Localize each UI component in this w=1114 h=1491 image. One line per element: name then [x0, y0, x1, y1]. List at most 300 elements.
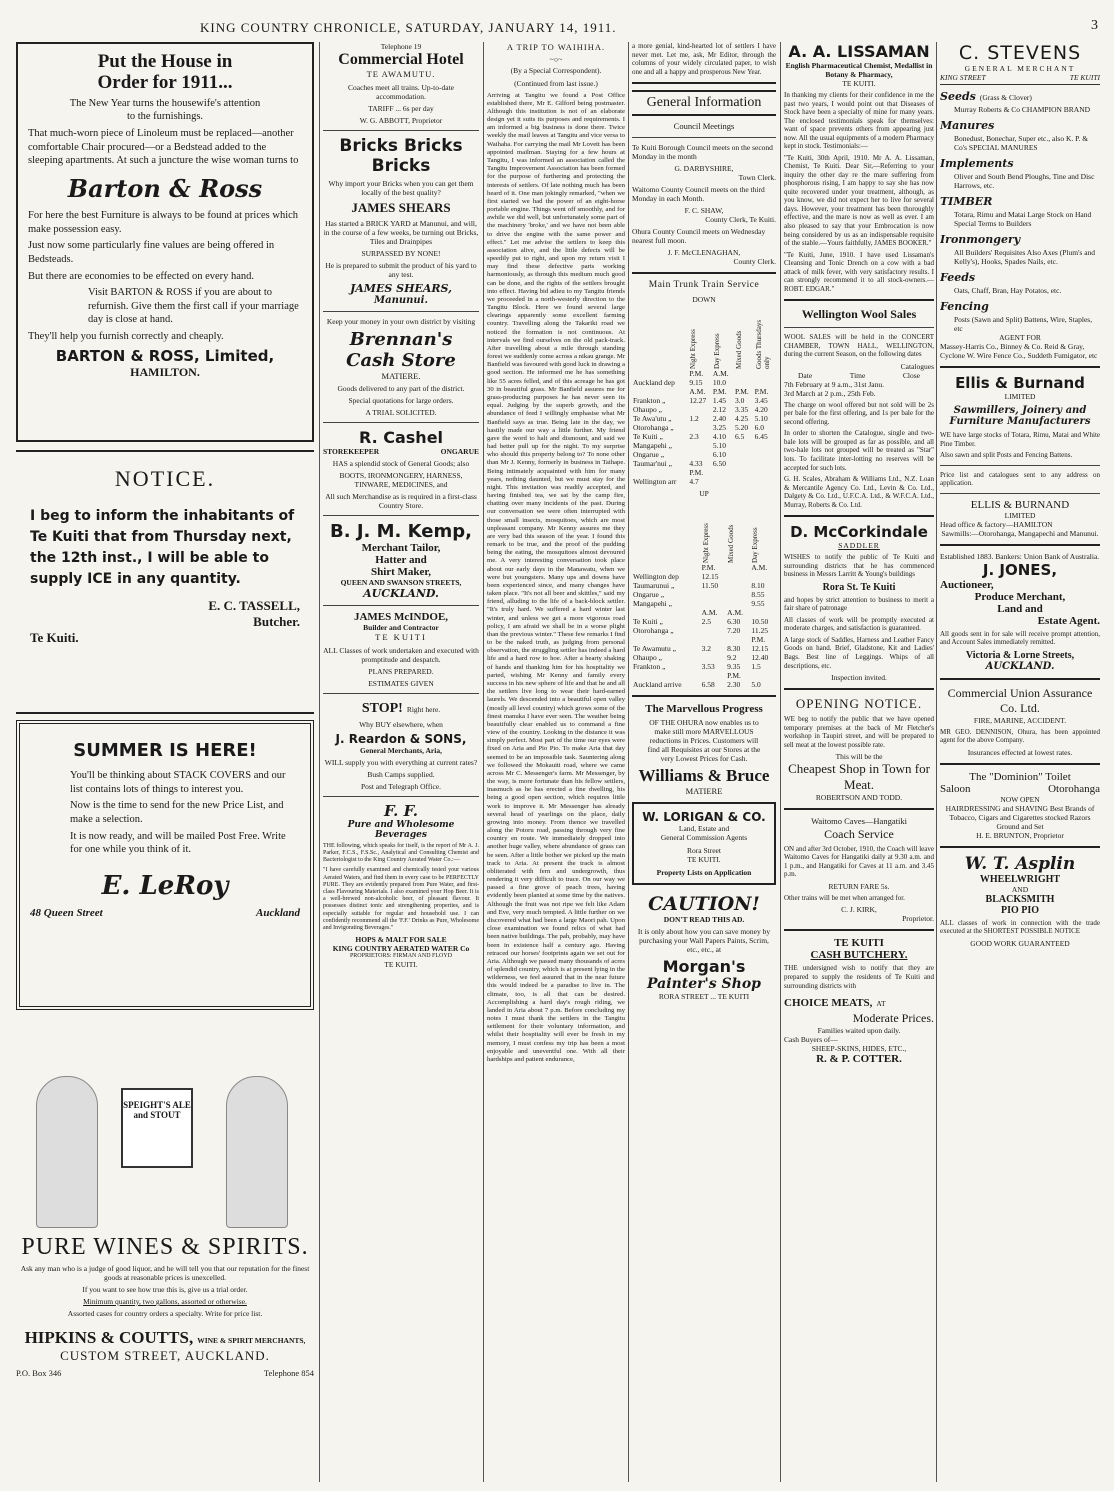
table-cell: Auckland dep — [633, 377, 675, 387]
stevens-town: TE KUITI — [1069, 73, 1100, 82]
jones-line: Estate Agent. — [1037, 614, 1100, 627]
table-row — [632, 387, 776, 396]
table-cell: 2.12 — [712, 404, 726, 414]
cashel-text: HAS a splendid stock of General Goods; also — [332, 459, 470, 469]
reardon-text: Bush Camps supplied. — [367, 769, 435, 779]
table-cell: 5.10 — [754, 413, 768, 423]
wool-text: The charge on wool offered but not sold will be 2s per bale for the first offering, and 1s per bale for the second offering. — [784, 400, 934, 426]
notice-text: I beg to inform the inhabitants of Te Kuiti that from Thursday next, the 12th inst., I will be able to supply ICE in any quantity. — [30, 508, 295, 587]
table-cell: A.M. — [701, 607, 718, 617]
jones-line: Auctioneer, — [940, 578, 994, 591]
table-cell — [701, 626, 727, 635]
lorigan-line: General Commission Agents — [660, 833, 748, 843]
jones-address: Victoria & Lorne Streets, — [965, 649, 1075, 661]
table-cell: 1.45 — [712, 395, 726, 405]
caution-subtitle: DON'T READ THIS AD. — [663, 915, 745, 925]
table-cell: Taumarunui „ — [633, 580, 675, 590]
saloon-signature: H. E. BRUNTON, Proprietor — [976, 830, 1064, 840]
timetable-up: UP — [699, 488, 709, 498]
butchery-line: TE KUITI — [834, 937, 884, 950]
table-cell — [632, 635, 701, 644]
table-cell — [726, 563, 750, 572]
table-cell: 8.30 — [727, 643, 741, 653]
council-clerk: G. DARBYSHIRE, — [674, 163, 734, 173]
ellis-subtitle: Sawmillers, Joinery and Furniture Manufacturers — [949, 405, 1091, 427]
illustration — [16, 1018, 314, 1228]
article-continued: (Continued from last issue.) — [514, 78, 598, 88]
hotel-tariff: TARIFF ... 6s per day — [368, 103, 434, 113]
table-cell: P.M. — [689, 368, 704, 378]
table-cell: 9.35 — [727, 661, 741, 671]
table-cell — [754, 450, 776, 459]
table-header: Mixed Goods — [727, 524, 736, 563]
reardon-stop: STOP! — [361, 700, 403, 716]
asplin-line: BLACKSMITH — [985, 893, 1055, 905]
table-cell — [688, 450, 711, 459]
ad-street: 48 Queen Street — [30, 906, 103, 919]
saloon-line: The "Dominion" Toilet — [969, 770, 1071, 783]
table-cell: 9.55 — [751, 598, 765, 608]
brennan-text: Special quotations for large orders. — [348, 396, 454, 406]
table-cell: 6.45 — [754, 431, 768, 441]
ellis-text: Sawmills:—Otorohanga, Mangapechi and Manunui. — [941, 528, 1099, 538]
cu-line: FIRE, MARINE, ACCIDENT. — [973, 715, 1067, 725]
table-cell: P.M. — [751, 634, 766, 644]
coach-signature: C. J. KIRK, — [841, 905, 877, 915]
mcc-text: and hopes by strict attention to business to merit a fair share of patronage — [784, 595, 934, 613]
mcindoe-text: PLANS PREPARED. — [368, 666, 434, 676]
reardon-right: Right here. — [406, 704, 441, 714]
brennan-text: A TRIAL SOLICITED. — [365, 408, 437, 418]
lissaman-line: TE KUITI. — [842, 79, 876, 88]
table-row — [632, 581, 776, 590]
opening-signature: ROBERTSON AND TODD. — [815, 793, 903, 803]
table-cell: 8.10 — [751, 580, 765, 590]
cashel-text: All such Merchandise as is required in a first-class Country Store. — [325, 492, 477, 511]
table-row — [632, 617, 776, 626]
butchery-text: Cash Buyers of— — [784, 1035, 838, 1045]
table-cell — [754, 378, 776, 387]
ad-brand: E. LeRoy — [101, 870, 229, 901]
mcc-trade: SADDLER — [838, 541, 880, 551]
aerated-company: KING COUNTRY AERATED WATER Co — [332, 944, 470, 954]
table-row — [632, 432, 776, 441]
table-cell: 2.3 — [689, 431, 699, 441]
wool-row: 3rd March at 2 p.m., 25th Feb. — [784, 388, 876, 398]
table-cell: Otorohanga „ — [633, 422, 674, 432]
wool-title: Wellington Wool Sales — [801, 307, 917, 322]
ad-text: They'll help you furnish correctly and cheaply. — [28, 331, 224, 343]
butchery-at: AT — [876, 999, 886, 1009]
butchery-line: CASH BUTCHERY. — [810, 949, 908, 962]
table-cell: 6.30 — [727, 616, 741, 626]
table-cell — [734, 378, 754, 387]
table-row — [632, 369, 776, 378]
opening-text: This will be the — [835, 752, 883, 762]
stevens-section — [940, 87, 1100, 114]
column-1 — [16, 42, 314, 1482]
section-tag: (Grass & Clover) — [979, 93, 1032, 102]
column-6 — [940, 42, 1100, 1482]
brennan-name: Brennan's Cash Store — [346, 328, 456, 371]
ad-headline: Order for 1911... — [97, 71, 233, 93]
ad-box: P.O. Box 346 — [16, 1368, 62, 1378]
aerated-text: HOPS & MALT FOR SALE — [355, 935, 447, 945]
tassell-notice — [16, 466, 314, 706]
asplin-name: W. T. Asplin — [964, 853, 1076, 874]
bricks-town: Manunui. — [374, 294, 428, 306]
table-cell: 6.0 — [754, 422, 764, 432]
table-cell: 5.20 — [734, 422, 749, 432]
wb-town: MATIERE — [685, 785, 723, 796]
table-cell: 3.35 — [734, 404, 749, 414]
table-cell: Otorohanga „ — [633, 625, 674, 635]
hotel-text: Coaches meet all trains. Up-to-date accommodation. — [347, 82, 454, 101]
table-row — [632, 635, 776, 644]
table-cell — [750, 572, 776, 581]
section-heading: TIMBER — [940, 195, 993, 208]
table-row — [632, 423, 776, 432]
table-cell: P.M. — [734, 386, 749, 396]
ellis-text: WE have large stocks of Totara, Rimu, Matai and White Pine Timber. — [940, 431, 1100, 448]
table-header: Night Express — [701, 522, 710, 563]
stevens-section — [940, 116, 1100, 152]
coach-fare: RETURN FARE 5s. — [828, 881, 890, 891]
table-cell — [750, 671, 776, 680]
brennan-text: Goods delivered to any part of the district. — [337, 384, 465, 394]
hotel-telephone: Telephone 19 — [380, 42, 422, 51]
table-cell — [726, 599, 750, 608]
stevens-section — [940, 154, 1100, 190]
asplin-text: GOOD WORK GUARANTEED — [970, 938, 1070, 948]
table-cell: 4.20 — [754, 404, 768, 414]
table-cell — [688, 405, 711, 414]
ad-company: HIPKINS & COUTTS, — [24, 1328, 194, 1347]
kemp-line: Shirt Maker, — [370, 566, 432, 579]
notice-place: Te Kuiti. — [30, 630, 79, 645]
ellis-name: ELLIS & BURNAND — [970, 498, 1070, 511]
table-cell: 7.20 — [727, 625, 741, 635]
section-heading: Feeds — [940, 271, 976, 284]
table-cell: Te Awa'utu „ — [633, 413, 672, 423]
stevens-agent: AGENT FOR — [999, 333, 1041, 342]
table-cell: 8.55 — [751, 589, 765, 599]
kemp-city: AUCKLAND. — [363, 587, 439, 601]
timetable-title: Main Trunk Train Service — [648, 279, 760, 290]
table-header: Day Express — [712, 333, 721, 369]
table-cell — [688, 423, 711, 432]
table-row — [632, 572, 776, 581]
table-cell — [632, 369, 688, 378]
ad-text: Minimum quantity, two gallons, assorted or otherwise. — [83, 1297, 247, 1306]
table-row — [632, 396, 776, 405]
section-heading: Ironmongery — [940, 233, 1021, 246]
article-title: A TRIP TO WAIHIHA. — [506, 42, 606, 52]
stevens-section — [940, 297, 1100, 333]
ohura-title: The Marvellous Progress — [645, 702, 763, 715]
column-4 — [632, 42, 776, 1482]
table-cell: A.M. — [727, 607, 744, 617]
table-cell: 6.5 — [734, 431, 745, 441]
council-text: Te Kuiti Borough Council meets on the second Monday in the month — [632, 142, 773, 161]
table-cell: 3.25 — [712, 422, 726, 432]
cashel-text: BOOTS, IRONMONGERY, HARNESS, TINWARE, MEDICINES, and — [339, 471, 463, 490]
table-cell: Taumar'nui „ — [633, 458, 672, 468]
table-cell: 11.50 — [701, 580, 719, 590]
table-cell — [701, 653, 727, 662]
man-figure — [36, 1076, 98, 1228]
butchery-headline: CHOICE MEATS, — [784, 997, 873, 1010]
council-meetings-title: Council Meetings — [673, 121, 735, 132]
morgan-shop: Painter's Shop — [647, 976, 761, 993]
table-row — [632, 477, 776, 486]
cu-text: MR GEO. DENNISON, Ohura, has been appointed agent for the above Company. — [940, 727, 1100, 745]
butchery-headline: Moderate Prices. — [852, 1011, 934, 1026]
ad-city: Auckland — [255, 906, 300, 919]
ad-text: Visit BARTON & ROSS if you are about to refurnish. Give them the first call if your marriage day is close at hand. — [88, 287, 299, 326]
table-cell: Mangapehi „ — [633, 598, 672, 608]
table-cell: 5.0 — [751, 679, 761, 689]
hotel-proprietor: W. G. ABBOTT, Proprietor — [359, 115, 443, 125]
table-cell: 12.15 — [751, 643, 769, 653]
mcindoe-town: TE KUITI — [375, 632, 427, 643]
masthead-title: KING COUNTRY CHRONICLE, SATURDAY, JANUARY 14, 1911. — [200, 20, 617, 35]
table-cell — [712, 468, 734, 477]
jones-city: AUCKLAND. — [985, 660, 1055, 672]
down-table — [632, 307, 776, 486]
table-row — [632, 680, 776, 689]
section-body: Oats, Chaff, Bran, Hay Potatos, etc. — [954, 286, 1062, 295]
column-rule — [483, 42, 484, 1482]
table-row — [632, 653, 776, 662]
council-clerk: J. F. McCLENAGHAN, — [667, 247, 741, 257]
butchery-signature: R. & P. COTTER. — [816, 1053, 902, 1066]
table-cell — [734, 459, 754, 468]
lorigan-name: W. LORIGAN & CO. — [642, 810, 766, 825]
coach-line: Coach Service — [824, 826, 894, 841]
wool-catalogues: Catalogues — [900, 361, 934, 371]
ad-headline: Put the House in — [97, 51, 233, 72]
cu-text: Insurances effected at lowest rates. — [967, 747, 1073, 757]
table-row — [632, 590, 776, 599]
notice-name: E. C. TASSELL, — [208, 598, 300, 613]
cashel-town: ONGARUE — [440, 447, 479, 457]
coach-text: Other trains will be met when arranged for. — [784, 893, 905, 902]
section-heading: Manures — [940, 119, 995, 132]
morgan-name: Morgan's — [662, 957, 746, 977]
jones-name: J. JONES, — [982, 560, 1058, 579]
table-header: Goods Thursdays only — [754, 319, 771, 369]
table-row — [632, 468, 776, 477]
table-cell: Auckland arrive — [633, 679, 682, 689]
saloon-line: Otorohanga — [1048, 782, 1100, 795]
ad-city: HAMILTON. — [130, 364, 200, 379]
table-cell — [754, 468, 776, 477]
aerated-text: THE following, which speaks for itself, is the report of Mr A. J. Parker, F.C.S., F.S.Sc., Analytical and Consulting Chemist and Bacteriologist to the King Country Aerated Water Co.:— — [323, 842, 479, 864]
table-cell: Te Kuiti „ — [633, 431, 663, 441]
cu-name: Commercial Union Assurance Co. Ltd. — [947, 685, 1093, 715]
aerated-proprietors: PROPRIETORS: FIRMAN AND FLOYD — [349, 953, 453, 960]
coach-line: Waitomo Caves—Hangatiki — [811, 816, 907, 827]
table-cell: P.M. — [689, 467, 704, 477]
table-cell: Frankton „ — [633, 661, 666, 671]
section-heading: Fencing — [940, 300, 989, 313]
column-rule — [936, 42, 937, 1482]
table-cell: 11.25 — [751, 625, 768, 635]
butchery-text: Families waited upon daily. — [817, 1026, 901, 1036]
cashel-role: STOREKEEPER — [323, 447, 380, 457]
table-row — [632, 644, 776, 653]
caution-text: It is only about how you can save money by purchasing your Wall Papers Paints, Scrim, etc., etc., at — [637, 927, 771, 955]
table-cell: Te Kuiti „ — [633, 616, 663, 626]
table-cell: P.M. — [727, 670, 741, 680]
table-row — [632, 608, 776, 617]
table-cell: 2.30 — [727, 679, 741, 689]
lissaman-name: A. A. LISSAMAN — [788, 42, 930, 61]
table-row — [632, 599, 776, 608]
council-text: Waitomo County Council meets on the third Monday in each Month. — [632, 184, 765, 203]
table-cell: 6.10 — [712, 449, 726, 459]
bricks-text: SURPASSED BY NONE! — [361, 248, 441, 258]
table-row — [632, 563, 776, 572]
jones-line: Produce Merchant, — [974, 590, 1066, 603]
reardon-role: General Merchants, Aria, — [360, 745, 442, 755]
bricks-name: JAMES SHEARS — [351, 199, 451, 215]
table-row — [632, 459, 776, 468]
hotel-name: Commercial Hotel — [338, 51, 464, 68]
table-cell: A.M. — [712, 368, 729, 378]
column-rule — [319, 42, 320, 1482]
table-row — [632, 450, 776, 459]
notice-title: NOTICE. — [114, 466, 216, 491]
saloon-line: Saloon — [940, 782, 971, 795]
table-cell — [726, 572, 750, 581]
section-heading: Implements — [940, 157, 1014, 170]
table-cell: P.M. — [701, 562, 716, 572]
ad-address: CUSTOM STREET, AUCKLAND. — [60, 1348, 270, 1363]
brennan-town: MATIERE. — [381, 370, 421, 381]
table-row — [632, 378, 776, 387]
bricks-signature: JAMES SHEARS, — [350, 281, 452, 295]
table-header: Mixed Goods — [734, 330, 743, 369]
wool-header: Time — [849, 370, 866, 380]
table-cell — [754, 369, 776, 378]
table-row — [632, 671, 776, 680]
table-cell — [632, 563, 701, 572]
opening-title: OPENING NOTICE. — [795, 696, 923, 712]
table-cell: 6.50 — [712, 458, 726, 468]
asplin-town: PIO PIO — [1000, 904, 1040, 916]
train-timetable — [632, 280, 776, 689]
reardon-name: J. Reardon & SONS, — [335, 731, 467, 746]
ohura-text: OF THE OHURA now enables us to make still more MARVELLOUS reductions in Prices. Customers will find all Requisites at our Stores at the very Lowest Prices for Cash. — [647, 717, 761, 763]
ad-text: But there are economies to be effected on every hand. — [28, 270, 255, 282]
council-text: Ohura County Council meets on Wednesday nearest full moon. — [632, 226, 766, 245]
asplin-text: ALL classes of work in connection with the trade executed at the SHORTEST POSSIBLE NOTICE — [940, 918, 1100, 936]
mcindoe-role: Builder and Contractor — [363, 623, 439, 633]
saloon-text: HAIRDRESSING and SHAVING Best Brands of Tobacco, Cigars and Cigarettes stocked Razors Ground and Set — [945, 803, 1095, 831]
mcc-address: Rora St. Te Kuiti — [822, 581, 896, 593]
table-cell — [701, 599, 727, 608]
aerated-title: F. F. — [384, 801, 418, 820]
table-cell: Te Awamutu „ — [633, 643, 676, 653]
table-cell: 3.53 — [701, 661, 715, 671]
wool-text: WOOL SALES will be held in the CONCERT CHAMBER, TOWN HALL, WELLINGTON, during the current Season, on the following dates — [784, 333, 934, 359]
ad-text: Assorted cases for country orders a specialty. Write for price list. — [67, 1309, 263, 1318]
saloon-text: NOW OPEN — [1000, 794, 1040, 804]
table-cell — [726, 590, 750, 599]
lorigan-line: Property Lists on Application — [656, 868, 752, 878]
lorigan-ad — [632, 802, 776, 885]
leroy-ad — [16, 720, 314, 1010]
wool-row: 7th February at 9 a.m., 31st Janu. — [784, 379, 884, 389]
bricks-title: Bricks Bricks Bricks — [339, 135, 463, 176]
ad-brand: Barton & Ross — [67, 173, 263, 203]
table-cell — [701, 635, 727, 644]
morgan-address: RORA STREET ... TE KUITI — [658, 992, 750, 1002]
table-row — [632, 405, 776, 414]
lissaman-text: "Te Kuiti, June, 1910. I have used Lissaman's Cleansing and Tonic Drench on a cow with a bad attack of milk fever, with very satisfactory results. I can strongly recommend it to all stock-owners.—ROBT. EDGAR." — [784, 250, 934, 293]
table-cell: A.M. — [689, 386, 706, 396]
mcindoe-text: ALL Classes of work undertaken and executed with promptitude and despatch. — [323, 645, 479, 664]
table-cell: P.M. — [754, 386, 769, 396]
jones-line: Land and — [997, 602, 1043, 615]
up-table — [632, 501, 776, 689]
table-cell — [632, 387, 688, 396]
wb-name: Williams & Bruce — [638, 765, 770, 785]
section-body: Totara, Rimu and Matai Large Stock on Hand Special Terms to Builders — [954, 210, 1092, 228]
lorigan-line: Rora Street — [687, 846, 721, 856]
coach-role: Proprietor. — [902, 914, 934, 924]
table-cell: Ongarue „ — [633, 589, 665, 599]
table-cell: Ohaupo „ — [633, 652, 662, 662]
jones-text: All goods sent in for sale will receive prompt attention, and Account Sales immediately remitted. — [940, 629, 1100, 647]
cashel-name: R. Cashel — [358, 428, 444, 448]
ad-tag: WINE & SPIRIT MERCHANTS, — [197, 1336, 306, 1345]
table-cell — [754, 477, 776, 486]
table-cell: 12.15 — [701, 571, 719, 581]
table-cell — [688, 441, 711, 450]
table-cell: Wellington arr — [633, 476, 677, 486]
mcindoe-text: ESTIMATES GIVEN — [368, 678, 434, 688]
ellis-ltd: LIMITED — [1004, 392, 1036, 401]
stevens-street: KING STREET — [940, 73, 986, 82]
asplin-line: WHEELWRIGHT — [979, 873, 1061, 885]
table-cell: Mangapehi „ — [633, 440, 672, 450]
table-cell: 2.40 — [712, 413, 726, 423]
table-cell — [701, 590, 727, 599]
lorigan-line: Land, Estate and — [678, 824, 730, 834]
kemp-line: Merchant Tailor, — [361, 542, 441, 555]
table-cell — [632, 671, 701, 680]
timetable-down: DOWN — [692, 294, 716, 304]
table-header: Night Express — [689, 328, 698, 369]
stevens-section — [940, 192, 1100, 228]
speights-sign: SPEIGHT'S ALE and STOUT — [121, 1088, 193, 1168]
table-cell — [754, 459, 776, 468]
ellis-text: Price list and catalogues sent to any address on application. — [940, 470, 1100, 488]
masthead — [0, 0, 1114, 34]
notice-trade: Butcher. — [253, 614, 300, 629]
lissaman-text: "Te Kuiti, 30th April, 1910. Mr A. A. Lissaman, Chemist, Te Kuiti. Dear Sir,—Referring to your inquiry the other day re the mare suffering from phosphorous rising, I am happy to say she has now quite recovered under your treatment, although, as you know, we did not expect her to live for several days. However, your treatment has been thoroughly effective, and the mare is now as well as ever. I am also pleased to say that your Embrocation is now being considered by us as an indispensable requisite of the stable.—Yours faithfully, JAMES BOOKER." — [784, 153, 934, 248]
article-byline: (By a Special Correspondent). — [510, 65, 602, 75]
table-cell: 9.2 — [727, 652, 737, 662]
page-number: 3 — [1091, 18, 1098, 33]
stevens-agents: Massey-Harris Co., Binney & Co. Reid & Gray, Cyclone W. Wire Fence Co., Suddeth Fumigator, etc — [940, 342, 1098, 360]
stevens-role: GENERAL MERCHANT — [964, 64, 1076, 73]
ad-text: Ask any man who is a judge of good liquor, and he will tell you that our reputation for the finest goods at reasonable prices is unexcelled. — [20, 1264, 310, 1282]
lissaman-line: English Pharmaceutical Chemist, Medallist in Botany & Pharmacy, — [785, 61, 933, 79]
